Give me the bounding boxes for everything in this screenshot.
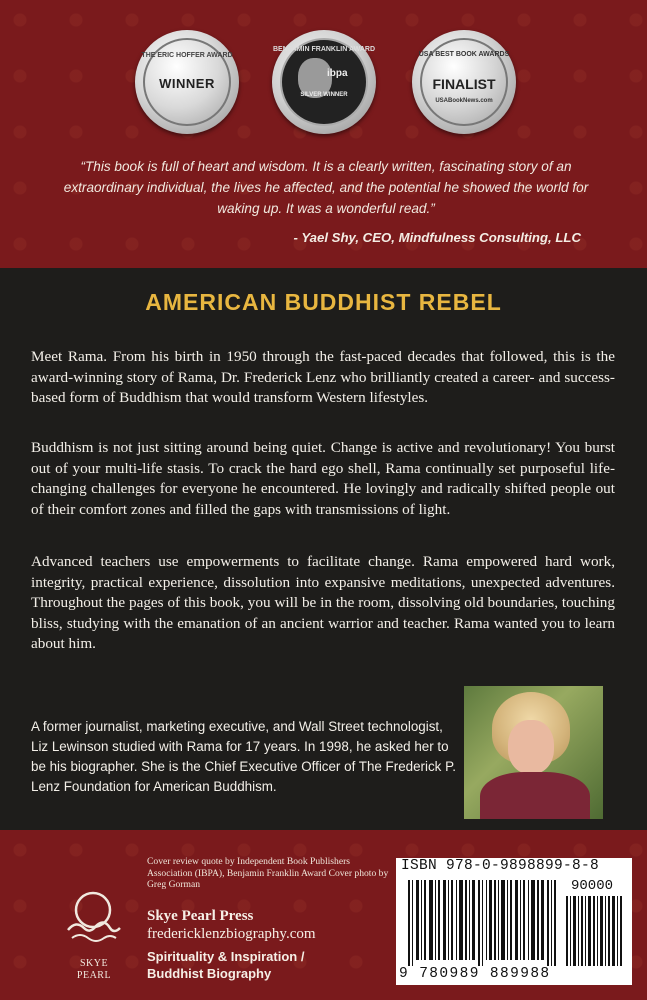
isbn-number: ISBN 978-0-9898899-8-8 — [401, 858, 600, 874]
usa-award-url: USABookNews.com — [435, 98, 493, 104]
publisher-name: Skye Pearl Press — [147, 908, 254, 924]
book-title: AMERICAN BUDDHIST REBEL — [145, 289, 502, 315]
review-quote: “This book is full of heart and wisdom. It is a clearly written, fascinating story of an extraordinary individual, the lives he affected, and the potential he showed the world for waking up. It was a wonderful read.” — [63, 159, 589, 216]
usa-award-top-text: USA BEST BOOK AWARDS — [418, 51, 510, 58]
author-photo-body — [480, 772, 590, 819]
price-addon-bars — [566, 896, 622, 966]
publisher-website: fredericklenzbiography.com — [147, 926, 316, 942]
franklin-ibpa-mark: ibpa — [327, 68, 348, 79]
category-line: Buddhist Biography — [147, 966, 272, 981]
description-paragraph: Advanced teachers use empowerments to facilitate change. Rama empowered hard work, integrity, practical experience, dissolution into expansive meditations, unexpected adventures. Throughout the pages of this book, you will be in the room, dissolving old boundaries, touching bliss, studying with the emanation of an ancient warrior and teacher. Rama wanted you to learn about him. — [31, 553, 615, 652]
eric-hoffer-award-seal — [135, 30, 239, 134]
quote-attribution: - Yael Shy, CEO, Mindfulness Consulting, LLC — [293, 230, 581, 245]
ean-barcode-bars — [408, 880, 556, 966]
hoffer-winner-label: WINNER — [159, 76, 215, 91]
description-paragraph: Meet Rama. From his birth in 1950 through the fast-paced decades that followed, this is the award-winning story of Rama, Dr. Frederick Lenz who brilliantly created a career- and success-based form of Buddhism that would transform Western lifestyles. — [31, 348, 615, 406]
skye-pearl-logo-icon — [62, 886, 124, 948]
usa-finalist-label: FINALIST — [432, 76, 496, 92]
isbn-barcode — [396, 858, 632, 985]
price-addon-number: 90000 — [571, 878, 614, 894]
franklin-silver-banner: SILVER WINNER — [300, 92, 348, 98]
cover-credits: Cover review quote by Independent Book Publishers Association (IBPA), Benjamin Franklin Award Cover photo by Greg Gorman — [147, 856, 389, 890]
hoffer-arc-text: THE ERIC HOFFER AWARD — [141, 52, 233, 59]
description-paragraph: Buddhism is not just sitting around being quiet. Change is active and revolutionary! You burst out of your multi-life stasis. To crack the hard ego shell, Rama continually set purposeful life-changing challenges for everyone he encountered. He lovingly and radically shifted people out of their comfort zones and filled the gaps with transmissions of light. — [31, 439, 615, 518]
benjamin-franklin-award-seal — [272, 30, 376, 134]
ean-number: 9 780989 889988 — [399, 966, 551, 982]
book-category — [147, 948, 304, 982]
usa-best-book-awards-seal — [412, 30, 516, 134]
author-photo-face — [508, 720, 554, 774]
author-bio: A former journalist, marketing executive, and Wall Street technologist, Liz Lewinson studied with Rama for 17 years. In 1998, he asked her to be his biographer. She is the Chief Executive Officer of The Frederick P. Lenz Foundation for American Buddhism. — [31, 719, 457, 794]
author-photo — [464, 686, 603, 819]
logo-label: SKYE PEARL — [76, 958, 112, 981]
franklin-arc-text: BENJAMIN FRANKLIN AWARD — [272, 46, 376, 53]
category-line: Spirituality & Inspiration / — [147, 949, 305, 964]
